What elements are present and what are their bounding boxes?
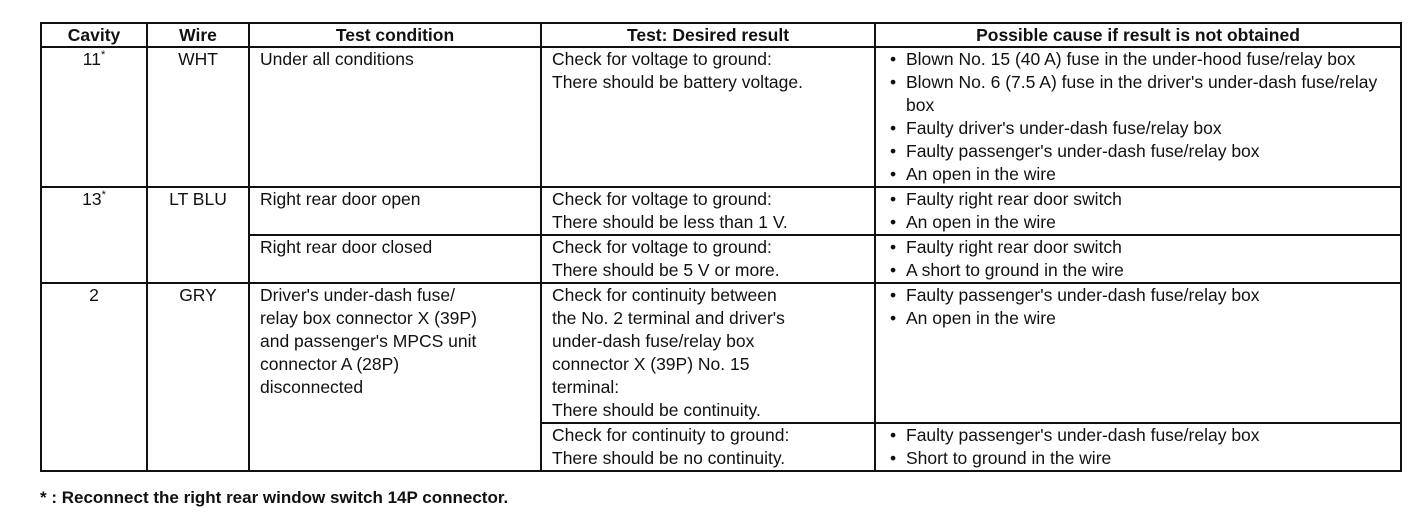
cause-item: • Faulty passenger's under-dash fuse/relay box <box>890 425 1260 445</box>
bullet-icon: • <box>890 308 897 328</box>
cause-item: • Blown No. 6 (7.5 A) fuse in the driver's under-dash fuse/relay box <box>890 72 1378 115</box>
cause-item: • An open in the wire <box>890 308 1056 328</box>
wire-cell: WHT <box>147 47 249 187</box>
desired-result-cell <box>541 187 875 235</box>
possible-cause-cell <box>875 187 1401 235</box>
cause-list <box>886 236 1390 282</box>
test-condition-cell <box>249 187 541 235</box>
condition-line: Under all conditions <box>260 49 414 69</box>
result-line: under-dash fuse/relay box <box>552 331 755 351</box>
cause-item: • An open in the wire <box>890 164 1056 184</box>
bullet-icon: • <box>890 164 897 184</box>
result-line: Check for continuity to ground: <box>552 425 790 445</box>
result-line: There should be 5 V or more. <box>552 260 780 280</box>
cause-item: • A short to ground in the wire <box>890 260 1124 280</box>
bullet-icon: • <box>890 72 897 92</box>
cause-list <box>886 284 1390 330</box>
diagnostic-table-container <box>40 22 1400 472</box>
result-line: There should be battery voltage. <box>552 72 803 92</box>
diagnostic-table <box>40 22 1402 472</box>
cavity-number: 13 <box>82 189 102 209</box>
cause-list <box>886 188 1390 234</box>
table-header-row <box>41 23 1401 47</box>
result-line: There should be continuity. <box>552 400 761 420</box>
header-wire: Wire <box>147 23 249 47</box>
cause-item: • Faulty right rear door switch <box>890 189 1122 209</box>
header-test-condition: Test condition <box>249 23 541 47</box>
possible-cause-cell <box>875 423 1401 471</box>
desired-result-cell <box>541 47 875 187</box>
bullet-icon: • <box>890 118 897 138</box>
result-line: Check for voltage to ground: <box>552 237 772 257</box>
header-possible-cause: Possible cause if result is not obtained <box>875 23 1401 47</box>
footnote: * : Reconnect the right rear window switch 14P connector. <box>40 488 509 507</box>
desired-result-cell <box>541 235 875 283</box>
result-line: the No. 2 terminal and driver's <box>552 308 785 328</box>
header-cavity: Cavity <box>41 23 147 47</box>
cavity-footnote-mark: * <box>101 189 106 202</box>
test-condition-cell <box>249 47 541 187</box>
cause-item: • Faulty right rear door switch <box>890 237 1122 257</box>
cavity-cell <box>41 47 147 187</box>
header-desired-result: Test: Desired result <box>541 23 875 47</box>
condition-line: relay box connector X (39P) <box>260 308 477 328</box>
cause-item: • Faulty passenger's under-dash fuse/relay box <box>890 141 1260 161</box>
cause-item: • Blown No. 15 (40 A) fuse in the under-hood fuse/relay box <box>890 49 1356 69</box>
cause-item: • Faulty driver's under-dash fuse/relay box <box>890 118 1222 138</box>
desired-result-cell <box>541 423 875 471</box>
bullet-icon: • <box>890 212 897 232</box>
condition-line: Right rear door closed <box>260 237 433 257</box>
bullet-icon: • <box>890 448 897 468</box>
condition-line: and passenger's MPCS unit <box>260 331 477 351</box>
test-condition-cell <box>249 235 541 283</box>
wire-cell: GRY <box>147 283 249 471</box>
test-condition-cell <box>249 283 541 471</box>
cavity-cell <box>41 187 147 283</box>
result-line: Check for continuity between <box>552 285 777 305</box>
possible-cause-cell <box>875 47 1401 187</box>
bullet-icon: • <box>890 49 897 69</box>
bullet-icon: • <box>890 285 897 305</box>
condition-line: disconnected <box>260 377 364 397</box>
cause-item: • Short to ground in the wire <box>890 448 1112 468</box>
cause-item: • An open in the wire <box>890 212 1056 232</box>
cavity-cell <box>41 283 147 471</box>
wire-cell: LT BLU <box>147 187 249 283</box>
table-row <box>41 187 1401 235</box>
result-line: terminal: <box>552 377 620 397</box>
result-line: connector X (39P) No. 15 <box>552 354 750 374</box>
desired-result-cell <box>541 283 875 423</box>
table-row <box>41 47 1401 187</box>
table-body <box>41 47 1401 471</box>
result-line: There should be no continuity. <box>552 448 786 468</box>
possible-cause-cell <box>875 235 1401 283</box>
result-line: Check for voltage to ground: <box>552 49 772 69</box>
bullet-icon: • <box>890 237 897 257</box>
possible-cause-cell <box>875 283 1401 423</box>
condition-line: Right rear door open <box>260 189 421 209</box>
result-line: Check for voltage to ground: <box>552 189 772 209</box>
bullet-icon: • <box>890 260 897 280</box>
cause-item: • Faulty passenger's under-dash fuse/relay box <box>890 285 1260 305</box>
table-row <box>41 283 1401 423</box>
result-line: There should be less than 1 V. <box>552 212 788 232</box>
cavity-number: 11 <box>82 49 101 69</box>
cavity-number: 2 <box>89 285 99 305</box>
cause-list <box>886 424 1390 470</box>
bullet-icon: • <box>890 141 897 161</box>
cause-list <box>886 48 1390 186</box>
condition-line: connector A (28P) <box>260 354 400 374</box>
condition-line: Driver's under-dash fuse/ <box>260 285 455 305</box>
bullet-icon: • <box>890 425 897 445</box>
cavity-footnote-mark: * <box>100 49 106 62</box>
bullet-icon: • <box>890 189 897 209</box>
